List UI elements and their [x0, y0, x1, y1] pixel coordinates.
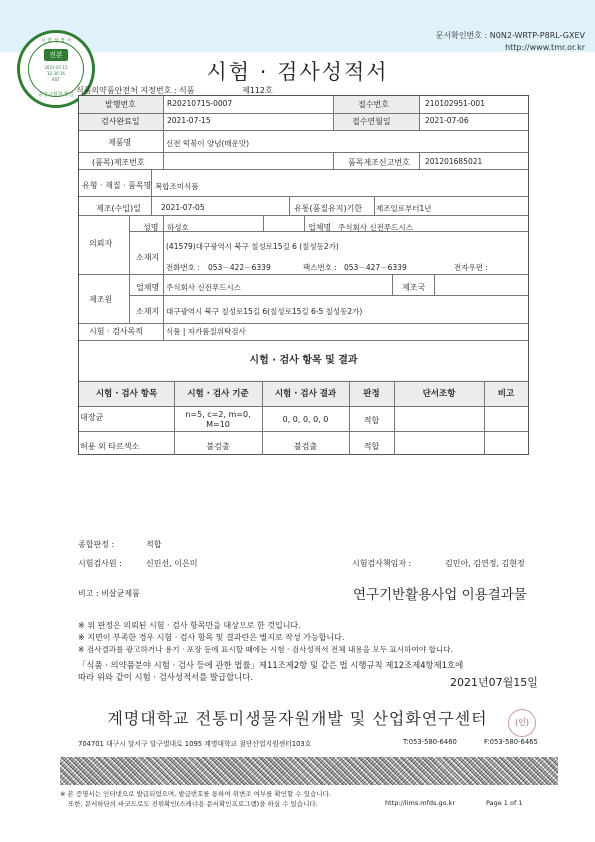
project-text: 연구기반활용사업 이용결과물 [353, 587, 527, 603]
overall-label: 종합판정 : [78, 540, 115, 549]
header-remarks: 비고 [497, 389, 515, 399]
vline [151, 196, 152, 215]
manager-label: 시험검사책임자 : [352, 559, 412, 568]
results-section-title: 시험 · 검사 항목 및 결과 [249, 355, 358, 366]
issue-date: 2021년07월15일 [450, 676, 538, 689]
email-label: 전자우편 : [454, 263, 488, 272]
mfg-no-label: (품목)제조번호 [92, 158, 145, 167]
vline [289, 196, 290, 215]
hline [79, 113, 528, 114]
receipt-date: 2021-07-06 [425, 116, 469, 125]
doc-confirm-number: 문서확인번호 : N0N2-WRTP-P8RL-GXEV [435, 31, 585, 40]
maker-company-label: 업체명 [136, 283, 160, 292]
client-label: 의뢰자 [89, 239, 113, 248]
hline [129, 295, 528, 296]
vline [394, 431, 395, 455]
managers: 김민아, 김연정, 김현정 [445, 559, 525, 568]
hline [79, 152, 528, 153]
seal-badge: 진본 [44, 49, 68, 61]
header-judgement: 판정 [363, 389, 380, 399]
designation-number: 제112호 [242, 86, 273, 95]
report-no-label: 품목제조신고번호 [348, 158, 410, 167]
overall-judgement: 적합 [146, 540, 162, 549]
vline [129, 274, 130, 323]
vline [333, 152, 334, 169]
law-line-1: 「식품 · 의약품분야 시험 · 검사 등에 관한 법률」제11조제2항 및 같은 법 시행규칙 제12조제4항제1호에 [78, 660, 464, 670]
vline [263, 215, 264, 231]
note-line-1: ※ 위 판정은 의뢰된 시험 · 검사 항목만을 대상으로 한 것입니다. [78, 621, 301, 630]
inspector-label: 시험검사원 : [78, 559, 122, 568]
vline [163, 96, 164, 130]
inspectors: 신민선, 이은미 [146, 559, 198, 568]
hline [79, 381, 528, 382]
row1-judgement: 적합 [363, 416, 380, 425]
hline [79, 431, 528, 432]
vline [129, 215, 130, 274]
vline [484, 431, 485, 455]
client-address: (41579)대구광역시 북구 칠성로15길 6 (칠성동2가) [166, 242, 339, 251]
vline [163, 215, 164, 274]
receipt-date-label: 접수연월일 [352, 117, 391, 126]
complete-date-label: 검사완료일 [101, 117, 140, 126]
header-url[interactable]: http://www.tmr.or.kr [505, 43, 585, 52]
receipt-no-label: 접수번호 [358, 100, 389, 109]
vline [163, 274, 164, 323]
issue-no: R20210715-0007 [167, 99, 233, 108]
vline [434, 274, 435, 295]
note-line-2: ※ 지면이 부족한 경우 시험 · 검사 항목 및 결과란은 별지로 작성 가능합니다. [78, 633, 345, 642]
hline [79, 169, 528, 170]
phone: 053－422－6339 [208, 263, 271, 272]
row2-judgement: 적합 [363, 442, 380, 451]
law-line-2: 따라 위와 같이 시험 · 검사성적서를 발급합니다. [78, 672, 254, 682]
vline [419, 152, 420, 169]
header-standard: 시험 · 검사 기준 [187, 389, 249, 399]
mfg-date-label: 제조(수입)일 [96, 204, 141, 213]
institution-address: 704701 대구시 달서구 달구벌대로 1095 계명대학교 첨단산업지원센터103호 [78, 740, 312, 748]
hline [79, 274, 528, 275]
seal-zone: KST [52, 77, 60, 82]
client-company: 주식회사 신전푸드시스 [338, 223, 413, 232]
footer-url[interactable]: http://lims.mfds.go.kr [385, 799, 455, 807]
hline [79, 130, 528, 131]
hline [79, 323, 528, 324]
note: 비고 : 비살균제품 [78, 589, 140, 598]
seal-time: 12:30:16 [47, 71, 65, 76]
vline [333, 96, 334, 130]
receipt-no: 210102951-001 [425, 99, 485, 108]
fax-label: 팩스번호 : [303, 263, 337, 272]
vline [163, 130, 164, 152]
footer-line-2: 또한, 문서하단의 바코드로도 진위확인(스캐너용 문서확인프로그램)을 하실 수 있습니다. [68, 800, 318, 808]
official-stamp: (인) [508, 709, 536, 737]
company-label: 업체명 [308, 223, 332, 232]
header-proviso: 단서조항 [422, 389, 456, 399]
type-label: 유형 · 재질 · 품목명 [82, 181, 152, 190]
maker-label: 제조원 [89, 295, 113, 304]
institution-fax: F:053-580-6465 [484, 738, 538, 746]
purpose: 식품 | 자가품질위탁검사 [166, 327, 246, 336]
header-result: 시험 · 검사 결과 [274, 389, 337, 399]
vline [419, 96, 420, 130]
footer-line-1: ※ 본 증명서는 인터넷으로 발급되었으며, 발급번호를 통하여 위변조 여부를 확인할 수 있습니다. [60, 790, 331, 798]
expiry-label: 유통(품질유지)기한 [294, 204, 363, 213]
complete-date: 2021-07-15 [167, 116, 211, 125]
name-label: 성명 [143, 223, 159, 232]
row2-standard: 불검출 [206, 442, 230, 451]
page-title: 시험 · 검사성적서 [206, 60, 389, 84]
address-label: 소재지 [136, 253, 160, 262]
seal-bottom-text: 중앙시험원 확인 [38, 92, 74, 98]
maker-address-label: 소재지 [136, 307, 160, 316]
phone-label: 전화번호 : [166, 263, 200, 272]
row2-result: 불검출 [293, 442, 318, 451]
fax: 053－427－6339 [344, 263, 407, 272]
row1-standard-2: M=10 [206, 420, 230, 429]
row2-item: 허용 외 타르색소 [80, 442, 140, 451]
vline [163, 323, 164, 340]
vline [392, 274, 393, 295]
issue-no-label: 발행번호 [105, 100, 136, 109]
row1-item: 대장균 [80, 413, 104, 422]
report-no: 201201685021 [425, 157, 483, 166]
maker-country-label: 제조국 [402, 283, 426, 292]
row1-result: 0, 0, 0, 0, 0 [282, 415, 329, 424]
page-number: Page 1 of 1 [486, 799, 523, 807]
seal-top-text: 시 험 성 적 서 [40, 38, 72, 44]
barcode-overlay [60, 757, 558, 785]
hline [79, 196, 528, 197]
mfg-date: 2021-07-05 [161, 203, 205, 212]
expiry: 제조일로부터1년 [376, 204, 432, 213]
hline [79, 340, 528, 341]
vline [163, 152, 164, 169]
product-label: 제품명 [108, 138, 132, 147]
row1-standard-1: n=5, c=2, m=0, [185, 410, 251, 419]
type-value: 복합조미식품 [155, 182, 199, 191]
header-item: 시험 · 검사 항목 [95, 389, 158, 399]
note-line-3: ※ 검사결과를 광고하거나 용기 · 포장 등에 표시할 때에는 시험 · 검사성적서 전체 내용을 모두 표시하여야 합니다. [78, 645, 453, 654]
maker-company: 주식회사 신전푸드시스 [166, 283, 241, 292]
purpose-label: 시험 · 검사목적 [89, 327, 143, 336]
maker-address: 대구광역시 북구 칠성로15길 6(칠성로15길 6-5 칠성동2가) [166, 307, 363, 316]
hline [79, 406, 528, 407]
institution-tel: T:053-580-6460 [403, 738, 457, 746]
designation-text: 식품의약품안전처 지정번호 : 식품 [76, 86, 195, 95]
vline [374, 196, 375, 215]
client-name: 하성호 [167, 223, 189, 232]
vline [304, 215, 305, 231]
institution-name: 계명대학교 전통미생물자원개발 및 산업화연구센터 [107, 709, 488, 728]
seal-date: 2021-07-15 [44, 65, 68, 70]
product-name: 신전 떡볶이 양념(매운맛) [166, 139, 250, 148]
